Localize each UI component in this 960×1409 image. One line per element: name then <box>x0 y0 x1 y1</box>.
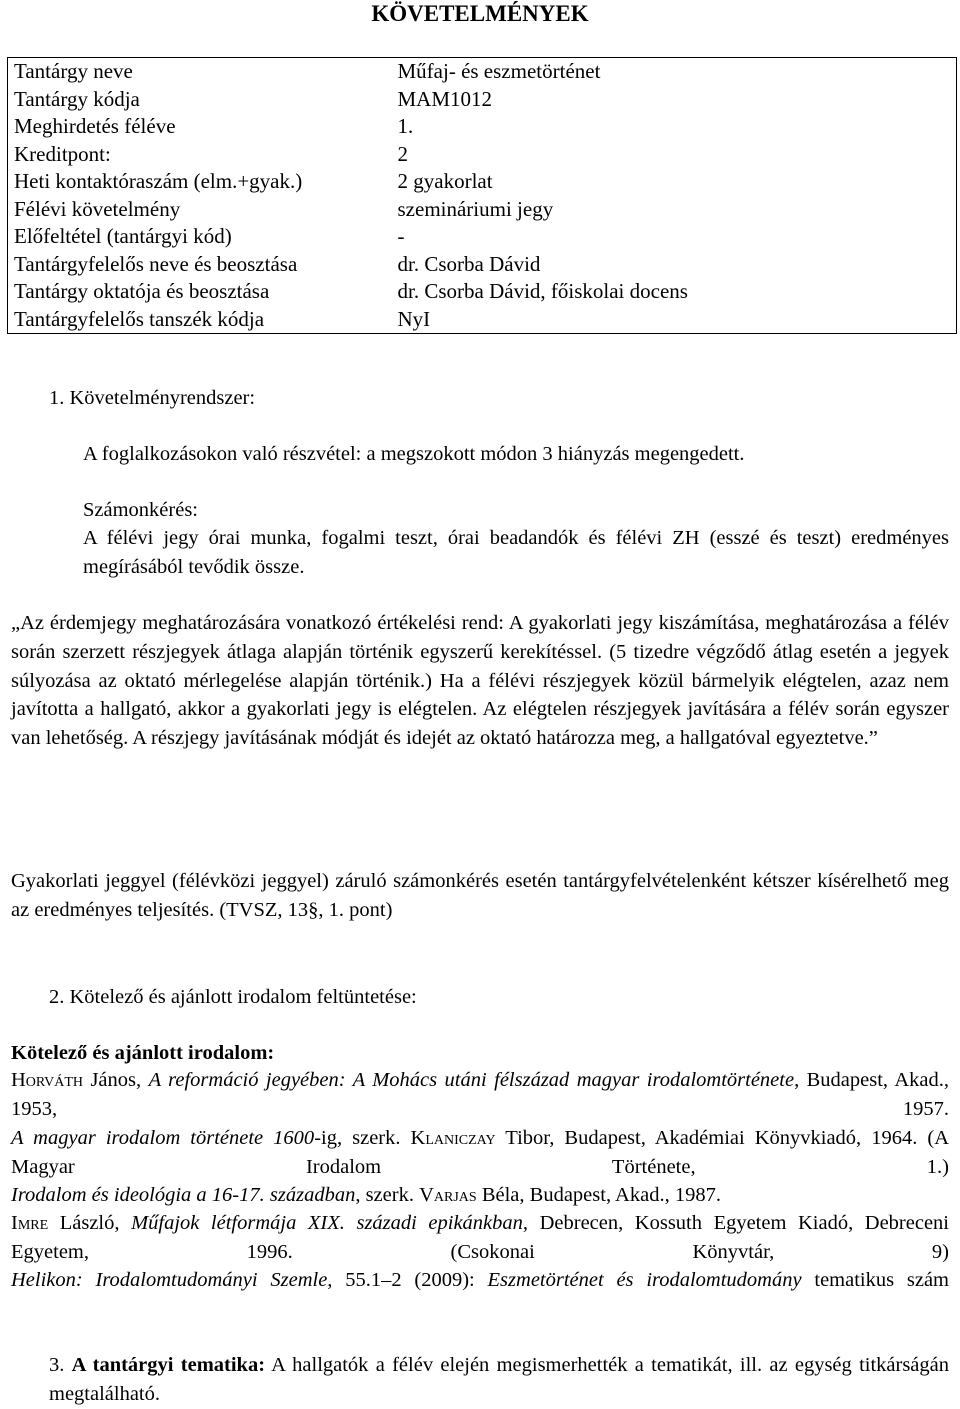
info-value: 2 gyakorlat <box>384 168 957 196</box>
info-label: Tantárgyfelelős tanszék kódja <box>8 306 384 334</box>
assessment-text: A félévi jegy órai munka, fogalmi teszt, órai beadandók és félévi ZH (esszé és teszt) eredményes megírásából tevődik össze. <box>83 527 949 578</box>
info-row <box>8 196 957 224</box>
reference-item: Imre László, Műfajok létformája XIX. századi epikánkban, Debrecen, Kossuth Egyetem Kiadó, Debreceni Egyetem, 1996. (Csokonai Könyvtár, 9) <box>11 1212 949 1263</box>
info-label: Félévi követelmény <box>8 196 384 224</box>
section3-number: 3. <box>49 1354 65 1376</box>
reference-item: A magyar irodalom története 1600-ig, szerk. Klaniczay Tibor, Budapest, Akadémiai Könyvkiadó, 1964. (A Magyar Irodalom Története, 1.) <box>11 1127 950 1178</box>
info-value: 1. <box>384 113 957 141</box>
info-label: Tantárgy oktatója és beosztása <box>8 278 384 306</box>
literature-subheading: Kötelező és ajánlott irodalom: <box>11 1042 275 1064</box>
info-label: Tantárgyfelelős neve és beosztása <box>8 251 384 279</box>
reference-item: Helikon: Irodalomtudományi Szemle, 55.1–2 (2009): Eszmetörténet és irodalomtudomány tematikus szám <box>11 1269 949 1291</box>
section2-heading: 2. Kötelező és ajánlott irodalom feltüntetése: <box>49 986 417 1008</box>
reference-item: Horváth János, A reformáció jegyében: A Mohács utáni félszázad magyar irodalomtörténete, Budapest, Akad., 1953, 1957. <box>11 1069 949 1120</box>
info-row <box>8 141 957 169</box>
info-value: NyI <box>384 306 957 334</box>
info-row <box>8 278 957 306</box>
info-row <box>8 58 957 86</box>
info-label: Előfeltétel (tantárgyi kód) <box>8 223 384 251</box>
info-value: dr. Csorba Dávid <box>384 251 957 279</box>
info-value: 2 <box>384 141 957 169</box>
info-value: dr. Csorba Dávid, főiskolai docens <box>384 278 957 306</box>
info-label: Tantárgy neve <box>8 58 384 86</box>
section3-paragraph <box>49 1351 949 1409</box>
info-label: Heti kontaktóraszám (elm.+gyak.) <box>8 168 384 196</box>
section1-heading: 1. Követelményrendszer: <box>49 387 256 409</box>
reference-item: Irodalom és ideológia a 16-17. században, szerk. Varjas Béla, Budapest, Akad., 1987. <box>11 1184 721 1206</box>
info-row <box>8 168 957 196</box>
info-value: Műfaj- és eszmetörténet <box>384 58 957 86</box>
info-label: Kreditpont: <box>8 141 384 169</box>
info-value: szemináriumi jegy <box>384 196 957 224</box>
assessment-label: Számonkérés: <box>83 499 198 521</box>
page-title: KÖVETELMÉNYEK <box>371 1 589 26</box>
section3-text: A hallgatók a félév elején megismerhették a tematikát, ill. az egység titkárságán megtalálható. <box>49 1354 950 1405</box>
info-row <box>8 306 957 334</box>
info-row <box>8 223 957 251</box>
info-row <box>8 86 957 114</box>
section3-label: A tantárgyi tematika: <box>71 1354 266 1376</box>
info-label: Tantárgy kódja <box>8 86 384 114</box>
grading-rules-text: „Az érdemjegy meghatározására vonatkozó értékelési rend: A gyakorlati jegy kiszámítása, meghatározása a félév során szerzett részjegyek átlaga alapján történik egyszerű kerekítéssel. (5 tizedre végződő átlag esetén a jegyek súlyozása az oktató mérlegelése alapján történik.) Ha a félévi részjegyek közül bármelyik elégtelen, azaz nem javította a hallgató, akkor a gyakorlati jegy is elégtelen. Az elégtelen részjegyek javítására a félév során egyszer van lehetőség. A részjegy javításának módját és idejét az oktató határozza meg, a hallgatóval egyeztetve.” <box>11 612 949 750</box>
info-row <box>8 251 957 279</box>
info-label: Meghirdetés féléve <box>8 113 384 141</box>
retake-rules-text: Gyakorlati jeggyel (félévközi jeggyel) záruló számonkérés esetén tantárgyfelvételenként kétszer kísérelhető meg az eredményes teljesítés. (TVSZ, 13§, 1. pont) <box>11 870 949 921</box>
attendance-text: A foglalkozásokon való részvétel: a megszokott módon 3 hiányzás megengedett. <box>83 443 745 465</box>
info-row <box>8 113 957 141</box>
course-info-table <box>7 57 957 334</box>
info-value: - <box>384 223 957 251</box>
info-value: MAM1012 <box>384 86 957 114</box>
